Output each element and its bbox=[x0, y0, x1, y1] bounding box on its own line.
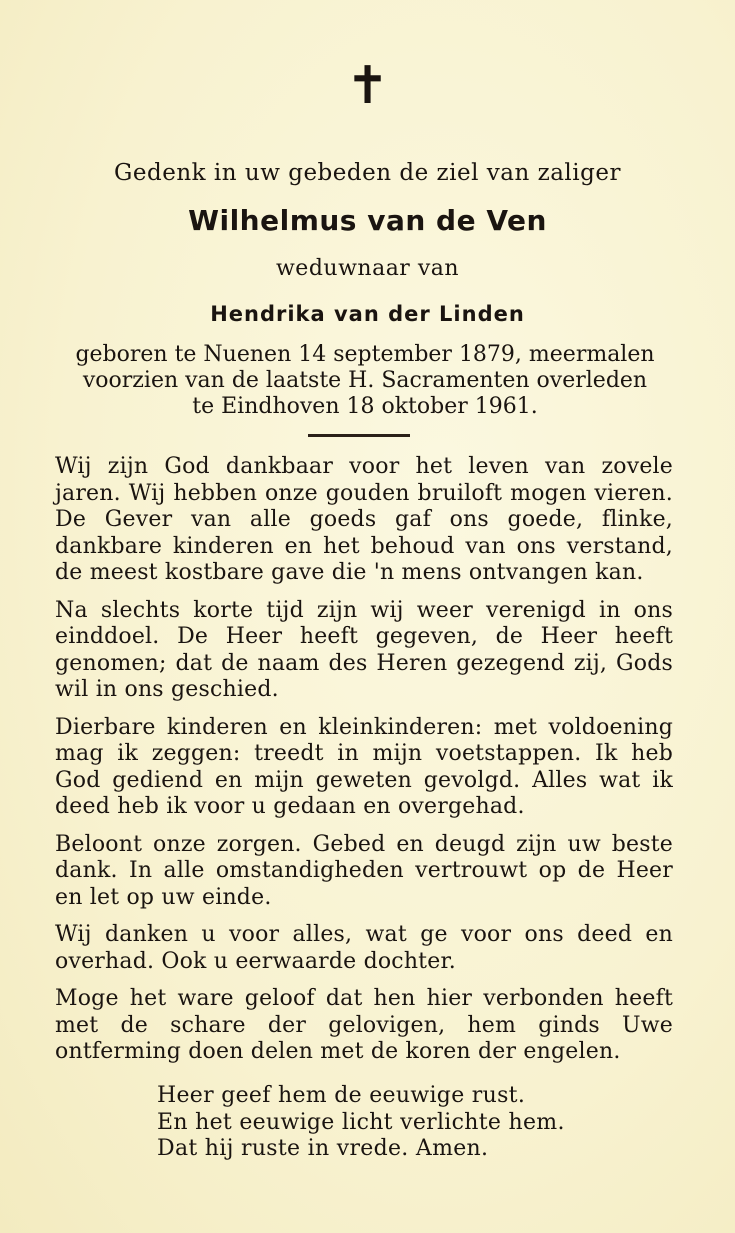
birth-death-block bbox=[55, 342, 675, 420]
intro-line: Gedenk in uw gebeden de ziel van zaliger bbox=[114, 160, 621, 186]
deceased-name: Wilhelmus van de Ven bbox=[188, 204, 547, 237]
spouse-name: Hendrika van der Linden bbox=[210, 302, 525, 326]
paragraph: Na slechts korte tijd zijn wij weer verenigd in ons einddoel. De Heer heeft gegeven, de Heer heeft genomen; dat de naam des Heren gezegend zij, Gods wil in ons geschied. bbox=[55, 597, 673, 702]
paragraph: Moge het ware geloof dat hen hier verbonden heeft met de schare der gelovigen, hem ginds Uwe ontferming doen delen met de koren der engelen. bbox=[55, 986, 673, 1064]
paragraph: Wij danken u voor alles, wat ge voor ons deed en overhad. Ook u eerwaarde dochter. bbox=[55, 922, 673, 974]
prayer-line: Heer geef hem de eeuwige rust. bbox=[157, 1083, 526, 1108]
closing-prayer bbox=[157, 1083, 565, 1163]
birth-death-line: geboren te Nuenen 14 september 1879, meermalen bbox=[75, 342, 655, 367]
body-text bbox=[55, 454, 673, 1077]
prayer-line: En het eeuwige licht verlichte hem. bbox=[157, 1109, 565, 1135]
birth-death-line: voorzien van de laatste H. Sacramenten overleden bbox=[82, 368, 648, 393]
divider bbox=[308, 434, 410, 437]
paragraph: Dierbare kinderen en kleinkinderen: met voldoening mag ik zeggen: treedt in mijn voetstappen. Ik heb God gediend en mijn geweten gevolgd. Alles wat ik deed heb ik voor u gedaan en overgehad. bbox=[55, 714, 673, 819]
cross-icon: ✝ bbox=[345, 56, 390, 116]
relation-line: weduwnaar van bbox=[275, 256, 460, 281]
paragraph: Beloont onze zorgen. Gebed en deugd zijn uw beste dank. In alle omstandigheden vertrouwt op de Heer en let op uw einde. bbox=[55, 831, 673, 910]
birth-death-line: te Eindhoven 18 oktober 1961. bbox=[192, 394, 538, 419]
paragraph: Wij zijn God dankbaar voor het leven van zovele jaren. Wij hebben onze gouden bruiloft mogen vieren. De Gever van alle goeds gaf ons goede, flinke, dankbare kinderen en het behoud van ons verstand, de meest kostbare gave die 'n mens ontvangen kan. bbox=[55, 454, 673, 585]
prayer-line: Dat hij ruste in vrede. Amen. bbox=[157, 1136, 489, 1161]
